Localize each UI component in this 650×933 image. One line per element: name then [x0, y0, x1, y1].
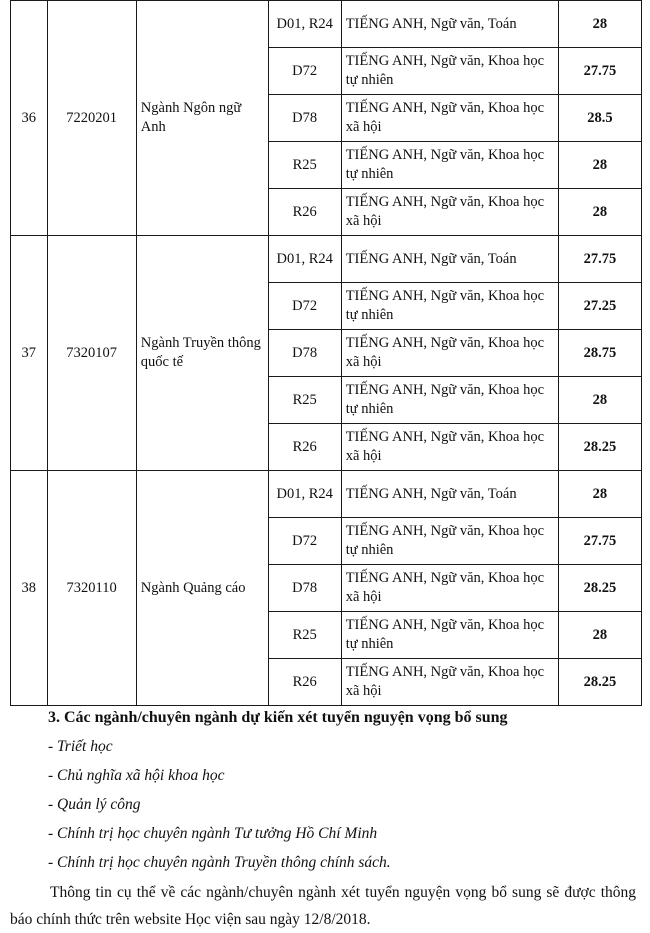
supplementary-admission-section [10, 703, 642, 933]
row-number: 36 [11, 1, 48, 236]
subject-list: TIẾNG ANH, Ngữ văn, Toán [341, 236, 558, 283]
cutoff-score: 28 [558, 612, 641, 659]
major-code: 7320107 [47, 236, 136, 471]
cutoff-score: 28 [558, 471, 641, 518]
major-name: Ngành Ngôn ngữ Anh [136, 1, 268, 236]
subject-list: TIẾNG ANH, Ngữ văn, Khoa học tự nhiên [341, 612, 558, 659]
cutoff-score: 27.75 [558, 518, 641, 565]
subject-combo-code: R26 [268, 189, 341, 236]
subject-combo-code: D72 [268, 518, 341, 565]
row-number: 37 [11, 236, 48, 471]
subject-combo-code: D78 [268, 330, 341, 377]
subject-combo-code: D78 [268, 95, 341, 142]
major-code: 7220201 [47, 1, 136, 236]
subject-list: TIẾNG ANH, Ngữ văn, Khoa học xã hội [341, 424, 558, 471]
subject-list: TIẾNG ANH, Ngữ văn, Khoa học xã hội [341, 95, 558, 142]
subject-list: TIẾNG ANH, Ngữ văn, Khoa học tự nhiên [341, 518, 558, 565]
subject-list: TIẾNG ANH, Ngữ văn, Khoa học tự nhiên [341, 283, 558, 330]
subject-list: TIẾNG ANH, Ngữ văn, Khoa học xã hội [341, 189, 558, 236]
subject-combo-code: D72 [268, 283, 341, 330]
cutoff-score: 28.75 [558, 330, 641, 377]
subject-combo-code: R26 [268, 424, 341, 471]
cutoff-score: 28 [558, 377, 641, 424]
cutoff-score: 27.25 [558, 283, 641, 330]
cutoff-score: 28.5 [558, 95, 641, 142]
admission-score-table [10, 0, 642, 706]
subject-list: TIẾNG ANH, Ngữ văn, Khoa học tự nhiên [341, 377, 558, 424]
subject-list: TIẾNG ANH, Ngữ văn, Toán [341, 471, 558, 518]
cutoff-score: 27.75 [558, 236, 641, 283]
table-row [11, 471, 642, 518]
subject-combo-code: R25 [268, 612, 341, 659]
subject-combo-code: D78 [268, 565, 341, 612]
list-item: - Chính trị học chuyên ngành Truyền thông chính sách. [48, 854, 391, 871]
list-item: - Chính trị học chuyên ngành Tư tưởng Hồ Chí Minh [48, 825, 378, 842]
cutoff-score: 27.75 [558, 48, 641, 95]
subject-combo-code: D72 [268, 48, 341, 95]
table-row [11, 1, 642, 48]
subject-list: TIẾNG ANH, Ngữ văn, Khoa học xã hội [341, 330, 558, 377]
subject-list: TIẾNG ANH, Ngữ văn, Khoa học tự nhiên [341, 48, 558, 95]
subject-list: TIẾNG ANH, Ngữ văn, Khoa học tự nhiên [341, 142, 558, 189]
cutoff-score: 28.25 [558, 659, 641, 706]
list-item: - Triết học [48, 738, 113, 755]
subject-combo-code: D01, R24 [268, 1, 341, 48]
cutoff-score: 28 [558, 189, 641, 236]
cutoff-score: 28.25 [558, 424, 641, 471]
subject-combo-code: D01, R24 [268, 236, 341, 283]
table-row [11, 236, 642, 283]
subject-combo-code: R25 [268, 142, 341, 189]
cutoff-score: 28.25 [558, 565, 641, 612]
list-item: - Quản lý công [48, 796, 141, 813]
subject-list: TIẾNG ANH, Ngữ văn, Khoa học xã hội [341, 565, 558, 612]
row-number: 38 [11, 471, 48, 706]
subject-list: TIẾNG ANH, Ngữ văn, Khoa học xã hội [341, 659, 558, 706]
subject-list: TIẾNG ANH, Ngữ văn, Toán [341, 1, 558, 48]
major-name: Ngành Quảng cáo [136, 471, 268, 706]
announcement-note: Thông tin cụ thể về các ngành/chuyên ngành xét tuyển nguyện vọng bổ sung sẽ được thông báo chính thức trên website Học viện sau ngày 12/8/2018. [10, 884, 636, 928]
cutoff-score: 28 [558, 142, 641, 189]
subject-combo-code: D01, R24 [268, 471, 341, 518]
section-heading: 3. Các ngành/chuyên ngành dự kiến xét tuyển nguyện vọng bổ sung [48, 709, 508, 726]
subject-combo-code: R26 [268, 659, 341, 706]
list-item: - Chủ nghĩa xã hội khoa học [48, 767, 225, 784]
cutoff-score: 28 [558, 1, 641, 48]
major-name: Ngành Truyền thông quốc tế [136, 236, 268, 471]
subject-combo-code: R25 [268, 377, 341, 424]
major-code: 7320110 [47, 471, 136, 706]
